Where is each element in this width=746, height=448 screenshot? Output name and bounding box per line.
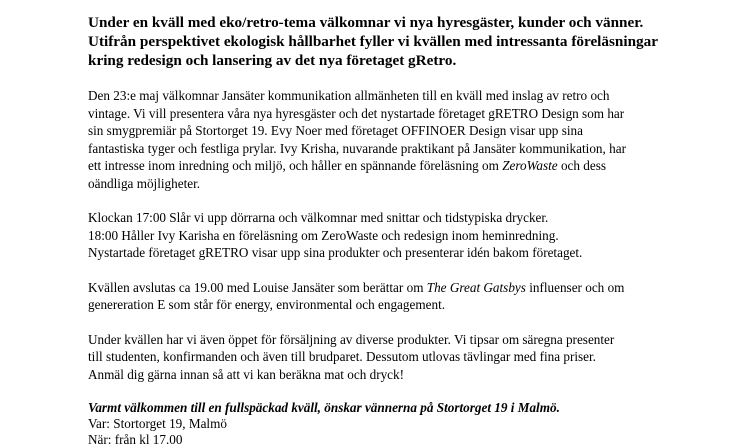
text-line: genereration E som står för energy, environmental och engagement. bbox=[88, 297, 446, 312]
schedule-line: 18:00 Håller Ivy Karisha en föreläsning om ZeroWaste och redesign inom heminredning. bbox=[88, 227, 559, 243]
lead-line: Utifrån perspektivet ekologisk hållbarhet fyller vi kvällen med intressanta föreläsningar bbox=[88, 33, 658, 50]
text-line: oändliga möjligheter. bbox=[88, 175, 201, 191]
welcome-line: Varmt välkommen till en fullspäckad kväll, önskar vännerna på Stortorget 19 i Malmö. bbox=[88, 400, 560, 415]
venue-line: Var: Stortorget 19, Malmö bbox=[88, 416, 227, 431]
text-fragment: influenser och om bbox=[525, 279, 625, 295]
sales-paragraph bbox=[88, 331, 688, 384]
zerowaste-emphasis: ZeroWaste bbox=[502, 158, 558, 173]
press-release bbox=[88, 13, 688, 448]
text-line: sin smygpremiär på Stortorget 19. Evy Noer med företaget OFFINOER Design visar upp sina bbox=[88, 123, 583, 138]
text-line: Anmäl dig gärna innan så att vi kan beräkna mat och dryck! bbox=[88, 366, 405, 382]
schedule-line: Klockan 17:00 Slår vi upp dörrarna och välkomnar med snittar och tidstypiska drycker. bbox=[88, 210, 549, 225]
intro-paragraph bbox=[88, 87, 688, 192]
schedule-paragraph bbox=[88, 209, 688, 262]
text-line: vintage. Vi vill presentera våra nya hyresgäster och det nystartade företaget gRETRO Design som har bbox=[88, 105, 625, 121]
text-line: fantastiska tyger och festliga prylar. Ivy Krisha, nuvarande praktikant på Jansäter kommunikation, har bbox=[88, 140, 626, 156]
text-fragment: och dess bbox=[557, 158, 607, 173]
evening-close-paragraph bbox=[88, 279, 688, 314]
text-line: Den 23:e maj välkomnar Jansäter kommunikation allmänheten till en kväll med inslag av retro och bbox=[88, 88, 610, 103]
gatsby-title: The Great Gatsbys bbox=[426, 279, 526, 295]
time-line: När: från kl 17.00 bbox=[88, 432, 183, 447]
schedule-line: Nystartade företaget gRETRO visar upp sina produkter och presenterar idén bakom företaget. bbox=[88, 245, 583, 260]
text-line: Under kvällen har vi även öppet för försäljning av diverse produkter. Vi tipsar om säregna presenter bbox=[88, 331, 615, 347]
lead-line: kring redesign och lansering av det nya företaget gRetro. bbox=[88, 52, 457, 69]
closing-block bbox=[88, 400, 688, 448]
text-line: till studenten, konfirmanden och även till brudparet. Dessutom utlovas tävlingar med fina priser. bbox=[88, 349, 596, 364]
lead-line: Under en kväll med eko/retro-tema välkomnar vi nya hyresgäster, kunder och vänner. bbox=[88, 14, 644, 31]
text-line bbox=[88, 279, 688, 297]
text-fragment: Kvällen avslutas ca 19.00 med Louise Jansäter som berättar om bbox=[88, 279, 427, 295]
text-fragment: ett intresse inom inredning och miljö, och håller en spännande föreläsning om bbox=[88, 158, 503, 173]
text-line bbox=[88, 157, 688, 175]
lead-paragraph bbox=[88, 13, 688, 70]
